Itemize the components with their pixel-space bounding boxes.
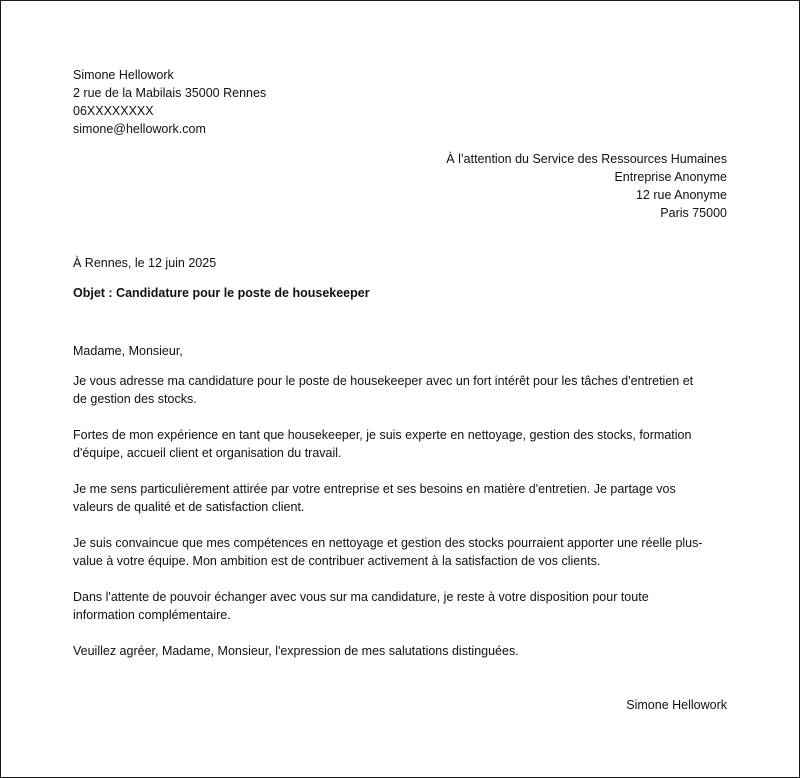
sender-address: 2 rue de la Mabilais 35000 Rennes (73, 86, 267, 100)
paragraph-line: d'équipe, accueil client et organisation du travail. (73, 446, 342, 460)
body-paragraph-2 (73, 426, 727, 462)
subject-line: Objet : Candidature pour le poste de housekeeper (73, 286, 370, 300)
sender-name: Simone Hellowork (73, 68, 174, 82)
sender-block (73, 66, 727, 138)
sender-phone: 06XXXXXXXX (73, 104, 154, 118)
body-paragraph-5 (73, 588, 727, 624)
paragraph-line: value à votre équipe. Mon ambition est de contribuer activement à la satisfaction de vos clients. (73, 554, 601, 568)
signature: Simone Hellowork (626, 698, 727, 712)
paragraph-line: information complémentaire. (73, 608, 231, 622)
recipient-city: Paris 75000 (660, 206, 727, 220)
paragraph-line: valeurs de qualité et de satisfaction client. (73, 500, 305, 514)
paragraph-line: Je vous adresse ma candidature pour le poste de housekeeper avec un fort intérêt pour les tâches d'entretien et (73, 374, 694, 388)
paragraph-line: Fortes de mon expérience en tant que housekeeper, je suis experte en nettoyage, gestion des stocks, formation (73, 428, 692, 442)
body-paragraph-4 (73, 534, 727, 570)
recipient-block (73, 150, 727, 222)
paragraph-line: de gestion des stocks. (73, 392, 197, 406)
salutation: Madame, Monsieur, (73, 344, 183, 358)
paragraph-line: Dans l'attente de pouvoir échanger avec vous sur ma candidature, je reste à votre disposition pour toute (73, 590, 649, 604)
recipient-company: Entreprise Anonyme (614, 170, 727, 184)
recipient-street: 12 rue Anonyme (635, 188, 727, 202)
paragraph-line: Je me sens particulièrement attirée par votre entreprise et ses besoins en matière d'entretien. Je partage vos (73, 482, 676, 496)
closing-formula: Veuillez agréer, Madame, Monsieur, l'expression de mes salutations distinguées. (73, 644, 519, 658)
date-line: À Rennes, le 12 juin 2025 (73, 256, 217, 270)
recipient-attention: À l’attention du Service des Ressources Humaines (446, 152, 727, 166)
sender-email: simone@hellowork.com (73, 122, 206, 136)
paragraph-line: Je suis convaincue que mes compétences en nettoyage et gestion des stocks pourraient apporter une réelle plus- (73, 536, 703, 550)
body-paragraph-3 (73, 480, 727, 516)
body-paragraph-1 (73, 372, 727, 408)
